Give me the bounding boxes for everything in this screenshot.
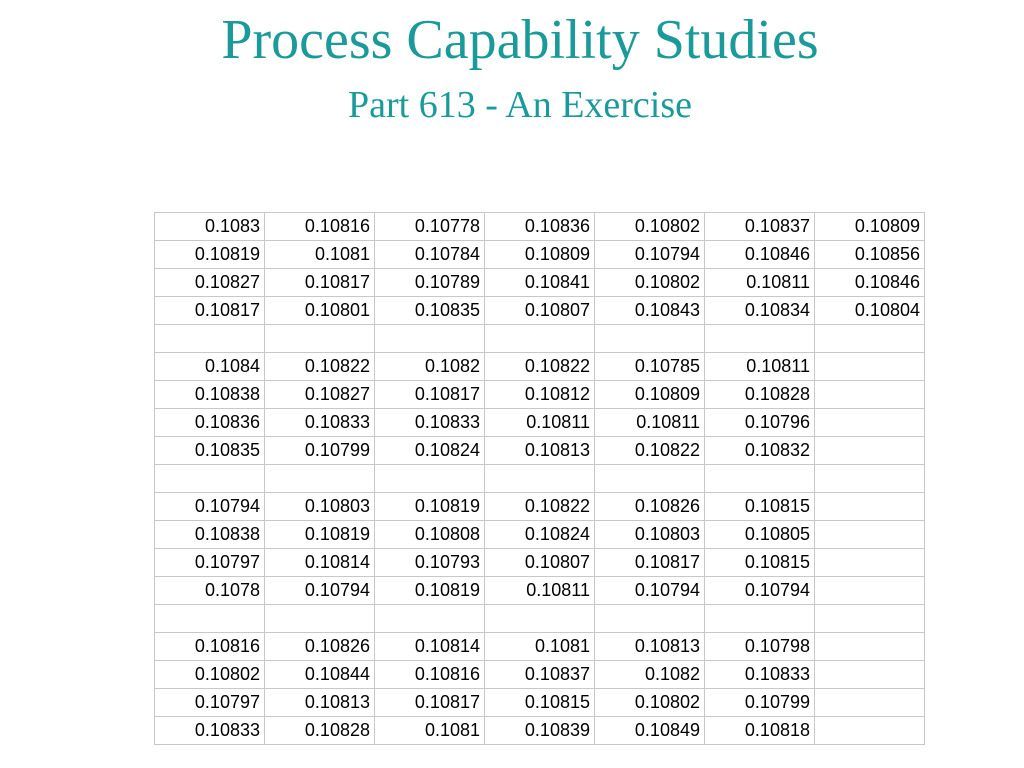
table-cell: 0.10822 [485, 493, 595, 521]
table-cell: 0.10794 [705, 577, 815, 605]
table-cell: 0.10802 [595, 213, 705, 241]
table-cell: 0.10794 [155, 493, 265, 521]
measurement-table-body [155, 213, 925, 745]
table-cell: 0.1081 [485, 633, 595, 661]
table-row [155, 437, 925, 465]
table-cell: 0.10817 [595, 549, 705, 577]
table-cell: 0.10833 [155, 717, 265, 745]
table-cell: 0.10832 [705, 437, 815, 465]
table-row [155, 269, 925, 297]
table-cell [485, 465, 595, 493]
table-cell: 0.10816 [375, 661, 485, 689]
table-row [155, 661, 925, 689]
table-cell: 0.10802 [595, 689, 705, 717]
table-cell [815, 521, 925, 549]
table-cell: 0.10789 [375, 269, 485, 297]
table-cell: 0.10818 [705, 717, 815, 745]
table-row [155, 297, 925, 325]
table-cell: 0.10796 [705, 409, 815, 437]
table-cell: 0.10794 [595, 577, 705, 605]
measurement-table [154, 212, 925, 745]
table-cell: 0.10822 [485, 353, 595, 381]
table-cell: 0.10814 [375, 633, 485, 661]
table-cell: 0.1082 [375, 353, 485, 381]
table-row [155, 549, 925, 577]
table-cell: 0.1082 [595, 661, 705, 689]
table-cell: 0.10819 [155, 241, 265, 269]
table-cell: 0.10822 [595, 437, 705, 465]
table-cell: 0.10799 [705, 689, 815, 717]
table-cell [375, 605, 485, 633]
table-cell: 0.10822 [265, 353, 375, 381]
table-cell: 0.10803 [595, 521, 705, 549]
table-cell: 0.10813 [595, 633, 705, 661]
table-cell: 0.10802 [595, 269, 705, 297]
table-cell: 0.10856 [815, 241, 925, 269]
table-row [155, 493, 925, 521]
table-cell: 0.1083 [155, 213, 265, 241]
table-cell: 0.10841 [485, 269, 595, 297]
table-cell [155, 465, 265, 493]
table-cell [375, 465, 485, 493]
table-spacer-row [155, 325, 925, 353]
table-cell: 0.10808 [375, 521, 485, 549]
table-cell: 0.10843 [595, 297, 705, 325]
table-cell [595, 325, 705, 353]
table-cell: 0.10816 [155, 633, 265, 661]
table-cell: 0.10819 [265, 521, 375, 549]
table-cell [815, 549, 925, 577]
table-cell: 0.10804 [815, 297, 925, 325]
table-cell: 0.10817 [155, 297, 265, 325]
table-cell: 0.10811 [705, 353, 815, 381]
table-cell [485, 325, 595, 353]
table-cell: 0.10803 [265, 493, 375, 521]
table-cell: 0.1081 [265, 241, 375, 269]
table-cell [375, 325, 485, 353]
table-cell: 0.10812 [485, 381, 595, 409]
table-cell [485, 605, 595, 633]
table-cell: 0.10797 [155, 549, 265, 577]
slide-title: Process Capability Studies [221, 9, 819, 71]
table-cell: 0.10834 [705, 297, 815, 325]
table-cell [815, 717, 925, 745]
table-cell [265, 605, 375, 633]
table-cell [815, 689, 925, 717]
table-cell: 0.10824 [485, 521, 595, 549]
table-cell [705, 325, 815, 353]
table-cell: 0.10815 [705, 549, 815, 577]
table-cell [155, 605, 265, 633]
table-cell: 0.10837 [485, 661, 595, 689]
table-cell: 0.10784 [375, 241, 485, 269]
table-cell [815, 409, 925, 437]
table-cell: 0.10814 [265, 549, 375, 577]
table-row [155, 689, 925, 717]
table-cell: 0.10838 [155, 521, 265, 549]
table-cell: 0.10813 [265, 689, 375, 717]
table-cell: 0.10778 [375, 213, 485, 241]
table-cell: 0.1078 [155, 577, 265, 605]
table-row [155, 577, 925, 605]
table-cell: 0.10819 [375, 577, 485, 605]
table-cell [595, 605, 705, 633]
table-cell [705, 605, 815, 633]
table-cell: 0.1081 [375, 717, 485, 745]
table-cell: 0.10846 [815, 269, 925, 297]
table-cell: 0.10811 [705, 269, 815, 297]
table-cell: 0.10846 [705, 241, 815, 269]
table-row [155, 409, 925, 437]
table-cell: 0.10807 [485, 549, 595, 577]
table-cell [815, 437, 925, 465]
table-cell: 0.10794 [265, 577, 375, 605]
table-cell: 0.10838 [155, 381, 265, 409]
table-spacer-row [155, 605, 925, 633]
table-cell: 0.10807 [485, 297, 595, 325]
table-cell: 0.10836 [485, 213, 595, 241]
table-cell: 0.10793 [375, 549, 485, 577]
table-row [155, 521, 925, 549]
table-cell: 0.10817 [375, 381, 485, 409]
table-row [155, 241, 925, 269]
table-cell: 0.10826 [595, 493, 705, 521]
table-cell: 0.10828 [705, 381, 815, 409]
table-row [155, 213, 925, 241]
table-cell: 0.10811 [595, 409, 705, 437]
table-cell: 0.10824 [375, 437, 485, 465]
table-cell: 0.10809 [485, 241, 595, 269]
table-cell: 0.10785 [595, 353, 705, 381]
table-cell: 0.10827 [265, 381, 375, 409]
table-cell: 0.10836 [155, 409, 265, 437]
table-cell: 0.10817 [375, 689, 485, 717]
table-cell [815, 493, 925, 521]
table-cell: 0.10827 [155, 269, 265, 297]
table-cell: 0.10801 [265, 297, 375, 325]
table-cell: 0.10833 [375, 409, 485, 437]
table-cell: 0.10826 [265, 633, 375, 661]
table-cell: 0.10816 [265, 213, 375, 241]
table-row [155, 381, 925, 409]
table-cell: 0.1084 [155, 353, 265, 381]
table-cell: 0.10799 [265, 437, 375, 465]
table-cell [815, 577, 925, 605]
table-cell [595, 465, 705, 493]
table-cell: 0.10849 [595, 717, 705, 745]
slide-subtitle: Part 613 - An Exercise [347, 84, 693, 126]
table-cell [815, 633, 925, 661]
table-cell: 0.10794 [595, 241, 705, 269]
table-row [155, 353, 925, 381]
table-cell: 0.10835 [375, 297, 485, 325]
table-cell: 0.10833 [705, 661, 815, 689]
table-spacer-row [155, 465, 925, 493]
table-cell [265, 325, 375, 353]
table-cell: 0.10844 [265, 661, 375, 689]
table-cell: 0.10809 [595, 381, 705, 409]
table-cell: 0.10809 [815, 213, 925, 241]
table-cell: 0.10802 [155, 661, 265, 689]
table-cell [815, 325, 925, 353]
table-cell: 0.10817 [265, 269, 375, 297]
table-cell [815, 465, 925, 493]
table-cell: 0.10797 [155, 689, 265, 717]
table-cell: 0.10837 [705, 213, 815, 241]
table-cell: 0.10805 [705, 521, 815, 549]
table-cell [815, 605, 925, 633]
table-cell: 0.10813 [485, 437, 595, 465]
table-cell [815, 353, 925, 381]
table-cell: 0.10811 [485, 577, 595, 605]
table-cell [705, 465, 815, 493]
table-cell: 0.10839 [485, 717, 595, 745]
table-cell: 0.10798 [705, 633, 815, 661]
table-cell [815, 381, 925, 409]
table-cell: 0.10815 [705, 493, 815, 521]
table-cell: 0.10811 [485, 409, 595, 437]
table-cell [265, 465, 375, 493]
table-cell: 0.10833 [265, 409, 375, 437]
table-cell [815, 661, 925, 689]
table-row [155, 717, 925, 745]
table-cell: 0.10828 [265, 717, 375, 745]
table-cell: 0.10815 [485, 689, 595, 717]
table-cell: 0.10835 [155, 437, 265, 465]
table-cell: 0.10819 [375, 493, 485, 521]
table-cell [155, 325, 265, 353]
table-row [155, 633, 925, 661]
